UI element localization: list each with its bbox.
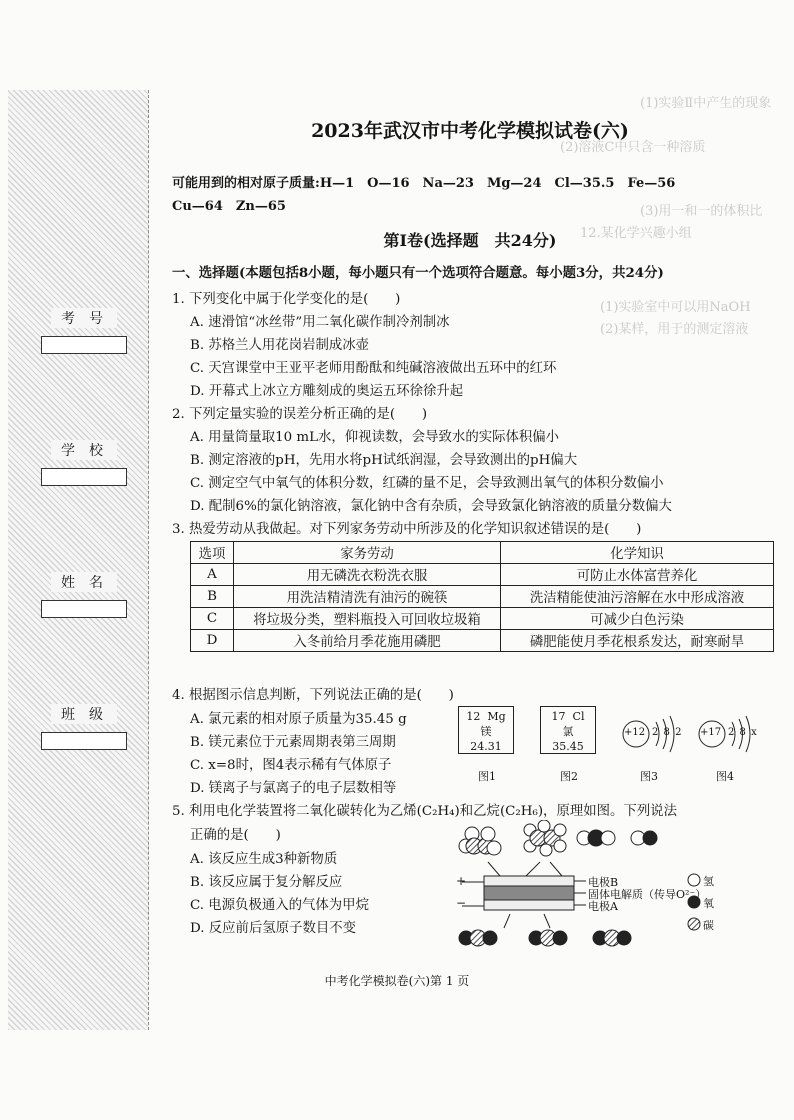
cl-atomic-number: 17 xyxy=(551,710,566,723)
part-title: 一、选择题(本题包括8小题，每小题只有一个选项符合题意。每小题3分，共24分) xyxy=(172,265,664,281)
table-row xyxy=(191,630,774,652)
oxygen-molecule xyxy=(631,831,657,845)
figure-3-label: 图3 xyxy=(640,770,658,783)
table-row xyxy=(191,586,774,608)
table-cell: C xyxy=(191,608,234,630)
table-cell: 入冬前给月季花施用磷肥 xyxy=(234,630,501,652)
school-field xyxy=(40,440,128,486)
table-cell: 磷肥能使月季花根系发达，耐寒耐旱 xyxy=(501,630,774,652)
figure-4-label: 图4 xyxy=(716,770,734,783)
arrow xyxy=(488,862,500,876)
oxygen-legend-label: 氧 xyxy=(703,897,714,910)
school-label: 学校 xyxy=(51,440,117,460)
mg-symbol: Mg xyxy=(487,710,506,723)
class-box[interactable] xyxy=(41,732,127,750)
mg-mass: 24.31 xyxy=(470,740,502,753)
table-header-cell: 选项 xyxy=(191,542,234,564)
table-row xyxy=(191,564,774,586)
question-5-option-a: A. 该反应生成3种新物质 xyxy=(190,852,338,867)
table-cell: 可减少白色污染 xyxy=(501,608,774,630)
question-4-stem: 4. 根据图示信息判断，下列说法正确的是( ) xyxy=(172,688,454,703)
chlorine-element-card xyxy=(540,706,596,754)
cl-name: 氯 xyxy=(562,725,574,738)
table-cell: D xyxy=(191,630,234,652)
class-label: 班级 xyxy=(51,704,117,724)
carbon-legend-label: 碳 xyxy=(703,919,714,932)
question-5-option-d: D. 反应前后氢原子数目不变 xyxy=(190,921,357,936)
table-row xyxy=(191,608,774,630)
table-cell: 用洗洁精清洗有油污的碗筷 xyxy=(234,586,501,608)
question-3-stem: 3. 热爱劳动从我做起。对下列家务劳动中所涉及的化学知识叙述错误的是( ) xyxy=(172,522,642,537)
minus-terminal-label: − xyxy=(456,896,467,910)
arrow xyxy=(526,862,540,876)
page-footer: 中考化学模拟卷(六)第 1 页 xyxy=(324,974,470,988)
table-cell: 将垃圾分类，塑料瓶投入可回收垃圾箱 xyxy=(234,608,501,630)
solid-electrolyte xyxy=(484,886,574,900)
table-cell: 洗洁精能使油污溶解在水中形成溶液 xyxy=(501,586,774,608)
question-3-table xyxy=(190,541,774,652)
atomic-masses xyxy=(172,172,772,218)
bleed-text: (1)实验Ⅱ中产生的现象 xyxy=(640,96,772,111)
bleed-text: (2)某样，用于的测定溶液 xyxy=(600,322,749,337)
cl-mass: 35.45 xyxy=(552,740,584,753)
carbon-legend-swatch xyxy=(688,918,700,930)
electrolyte-label: 固体电解质（传导O²⁻） xyxy=(588,888,707,901)
electrode-a xyxy=(484,900,574,910)
bleed-text: (1)实验室中可以用NaOH xyxy=(600,300,751,315)
name-box[interactable] xyxy=(41,600,127,618)
mg-name: 镁 xyxy=(480,725,492,738)
carbon-dioxide-molecule xyxy=(593,930,631,946)
water-molecule xyxy=(577,830,615,846)
atomic-masses-label: 可能用到的相对原子质量: xyxy=(172,176,320,191)
question-5-stem: 5. 利用电化学装置将二氧化碳转化为乙烯(C₂H₄)和乙烷(C₂H₆)，原理如图。下列说法 xyxy=(172,804,677,819)
carbon-dioxide-molecule xyxy=(459,930,497,946)
question-4-option-d: D. 镁离子与氯离子的电子层数相等 xyxy=(190,781,397,796)
electrode-b xyxy=(484,876,574,886)
question-1-stem: 1. 下列变化中属于化学变化的是( ) xyxy=(172,292,401,307)
question-4-option-a: A. 氯元素的相对原子质量为35.45 g xyxy=(190,712,407,727)
exam-number-label: 考号 xyxy=(51,308,117,328)
question-2-option-c: C. 测定空气中氧气的体积分数，红磷的量不足，会导致测出氧气的体积分数偏小 xyxy=(190,476,664,491)
binding-strip xyxy=(8,90,149,1030)
ethylene-molecule xyxy=(459,827,501,855)
table-header-cell: 家务劳动 xyxy=(234,542,501,564)
bleed-text: 12.某化学兴趣小组 xyxy=(580,226,692,241)
table-cell: B xyxy=(191,586,234,608)
exam-number-box[interactable] xyxy=(41,336,127,354)
plus-terminal-label: + xyxy=(456,874,467,888)
section-title: 第Ⅰ卷(选择题 共24分) xyxy=(383,231,557,250)
bleed-text: (3)用一和一的体积比 xyxy=(640,204,763,219)
question-1-option-c: C. 天宫课堂中王亚平老师用酚酞和纯碱溶液做出五环中的红环 xyxy=(190,361,557,376)
question-1-option-b: B. 苏格兰人用花岗岩制成冰壶 xyxy=(190,338,370,353)
question-2-stem: 2. 下列定量实验的误差分析正确的是( ) xyxy=(172,407,428,422)
atomic-masses-line2: Cu—64 Zn—65 xyxy=(172,199,286,214)
carbon-dioxide-molecule xyxy=(529,930,567,946)
table-cell: 可防止水体富营养化 xyxy=(501,564,774,586)
figure-1-label: 图1 xyxy=(478,770,496,783)
question-1-option-d: D. 开幕式上冰立方雕刻成的奥运五环徐徐升起 xyxy=(190,384,464,399)
hydrogen-legend-label: 氢 xyxy=(703,875,714,888)
question-5-option-b: B. 该反应属于复分解反应 xyxy=(190,875,343,890)
name-label: 姓名 xyxy=(51,572,117,592)
mg-nucleus-label: +12 xyxy=(624,727,646,738)
electrode-b-label: 电极B xyxy=(588,876,619,889)
arrow xyxy=(504,914,510,928)
cl-nucleus-label: +17 xyxy=(700,727,722,738)
question-5-stem-cont: 正确的是( ) xyxy=(190,828,281,843)
question-2-option-a: A. 用量筒量取10 mL水，仰视读数，会导致水的实际体积偏小 xyxy=(190,430,560,445)
class-field xyxy=(40,704,128,750)
question-2-option-b: B. 测定溶液的pH，先用水将pH试纸润湿，会导致测出的pH偏大 xyxy=(190,453,578,468)
table-header-row xyxy=(191,542,774,564)
exam-number-field xyxy=(40,308,128,354)
ethane-molecule xyxy=(524,820,566,856)
question-4-option-c: C. x=8时，图4表示稀有气体原子 xyxy=(190,758,392,773)
cl-shell-numbers: 2 8 x xyxy=(728,727,758,738)
cl-symbol: Cl xyxy=(572,710,585,723)
atomic-masses-line1: H—1 O—16 Na—23 Mg—24 Cl—35.5 Fe—56 xyxy=(319,176,676,191)
school-box[interactable] xyxy=(41,468,127,486)
electrode-a-label: 电极A xyxy=(588,900,618,913)
table-cell: A xyxy=(191,564,234,586)
question-5-option-c: C. 电源负极通入的气体为甲烷 xyxy=(190,898,369,913)
hydrogen-legend-swatch xyxy=(688,874,700,886)
table-cell: 用无磷洗衣粉洗衣服 xyxy=(234,564,501,586)
question-1-option-a: A. 速滑馆“冰丝带”用二氧化碳作制冷剂制冰 xyxy=(190,315,450,330)
table-header-cell: 化学知识 xyxy=(501,542,774,564)
bleed-text: (2)溶液C中只含一种溶质 xyxy=(560,140,706,155)
magnesium-element-card xyxy=(458,706,514,754)
arrow xyxy=(544,914,550,928)
name-field xyxy=(40,572,128,618)
mg-atomic-number: 12 xyxy=(466,710,481,723)
question-2-option-d: D. 配制6%的氯化钠溶液，氯化钠中含有杂质，会导致氯化钠溶液的质量分数偏大 xyxy=(190,499,672,514)
exam-title: 2023年武汉市中考化学模拟试卷(六) xyxy=(311,120,629,142)
figure-2-label: 图2 xyxy=(560,770,578,783)
mg-shell-numbers: 2 8 2 xyxy=(652,727,683,738)
question-4-option-b: B. 镁元素位于元素周期表第三周期 xyxy=(190,735,396,750)
arrow xyxy=(550,862,562,876)
